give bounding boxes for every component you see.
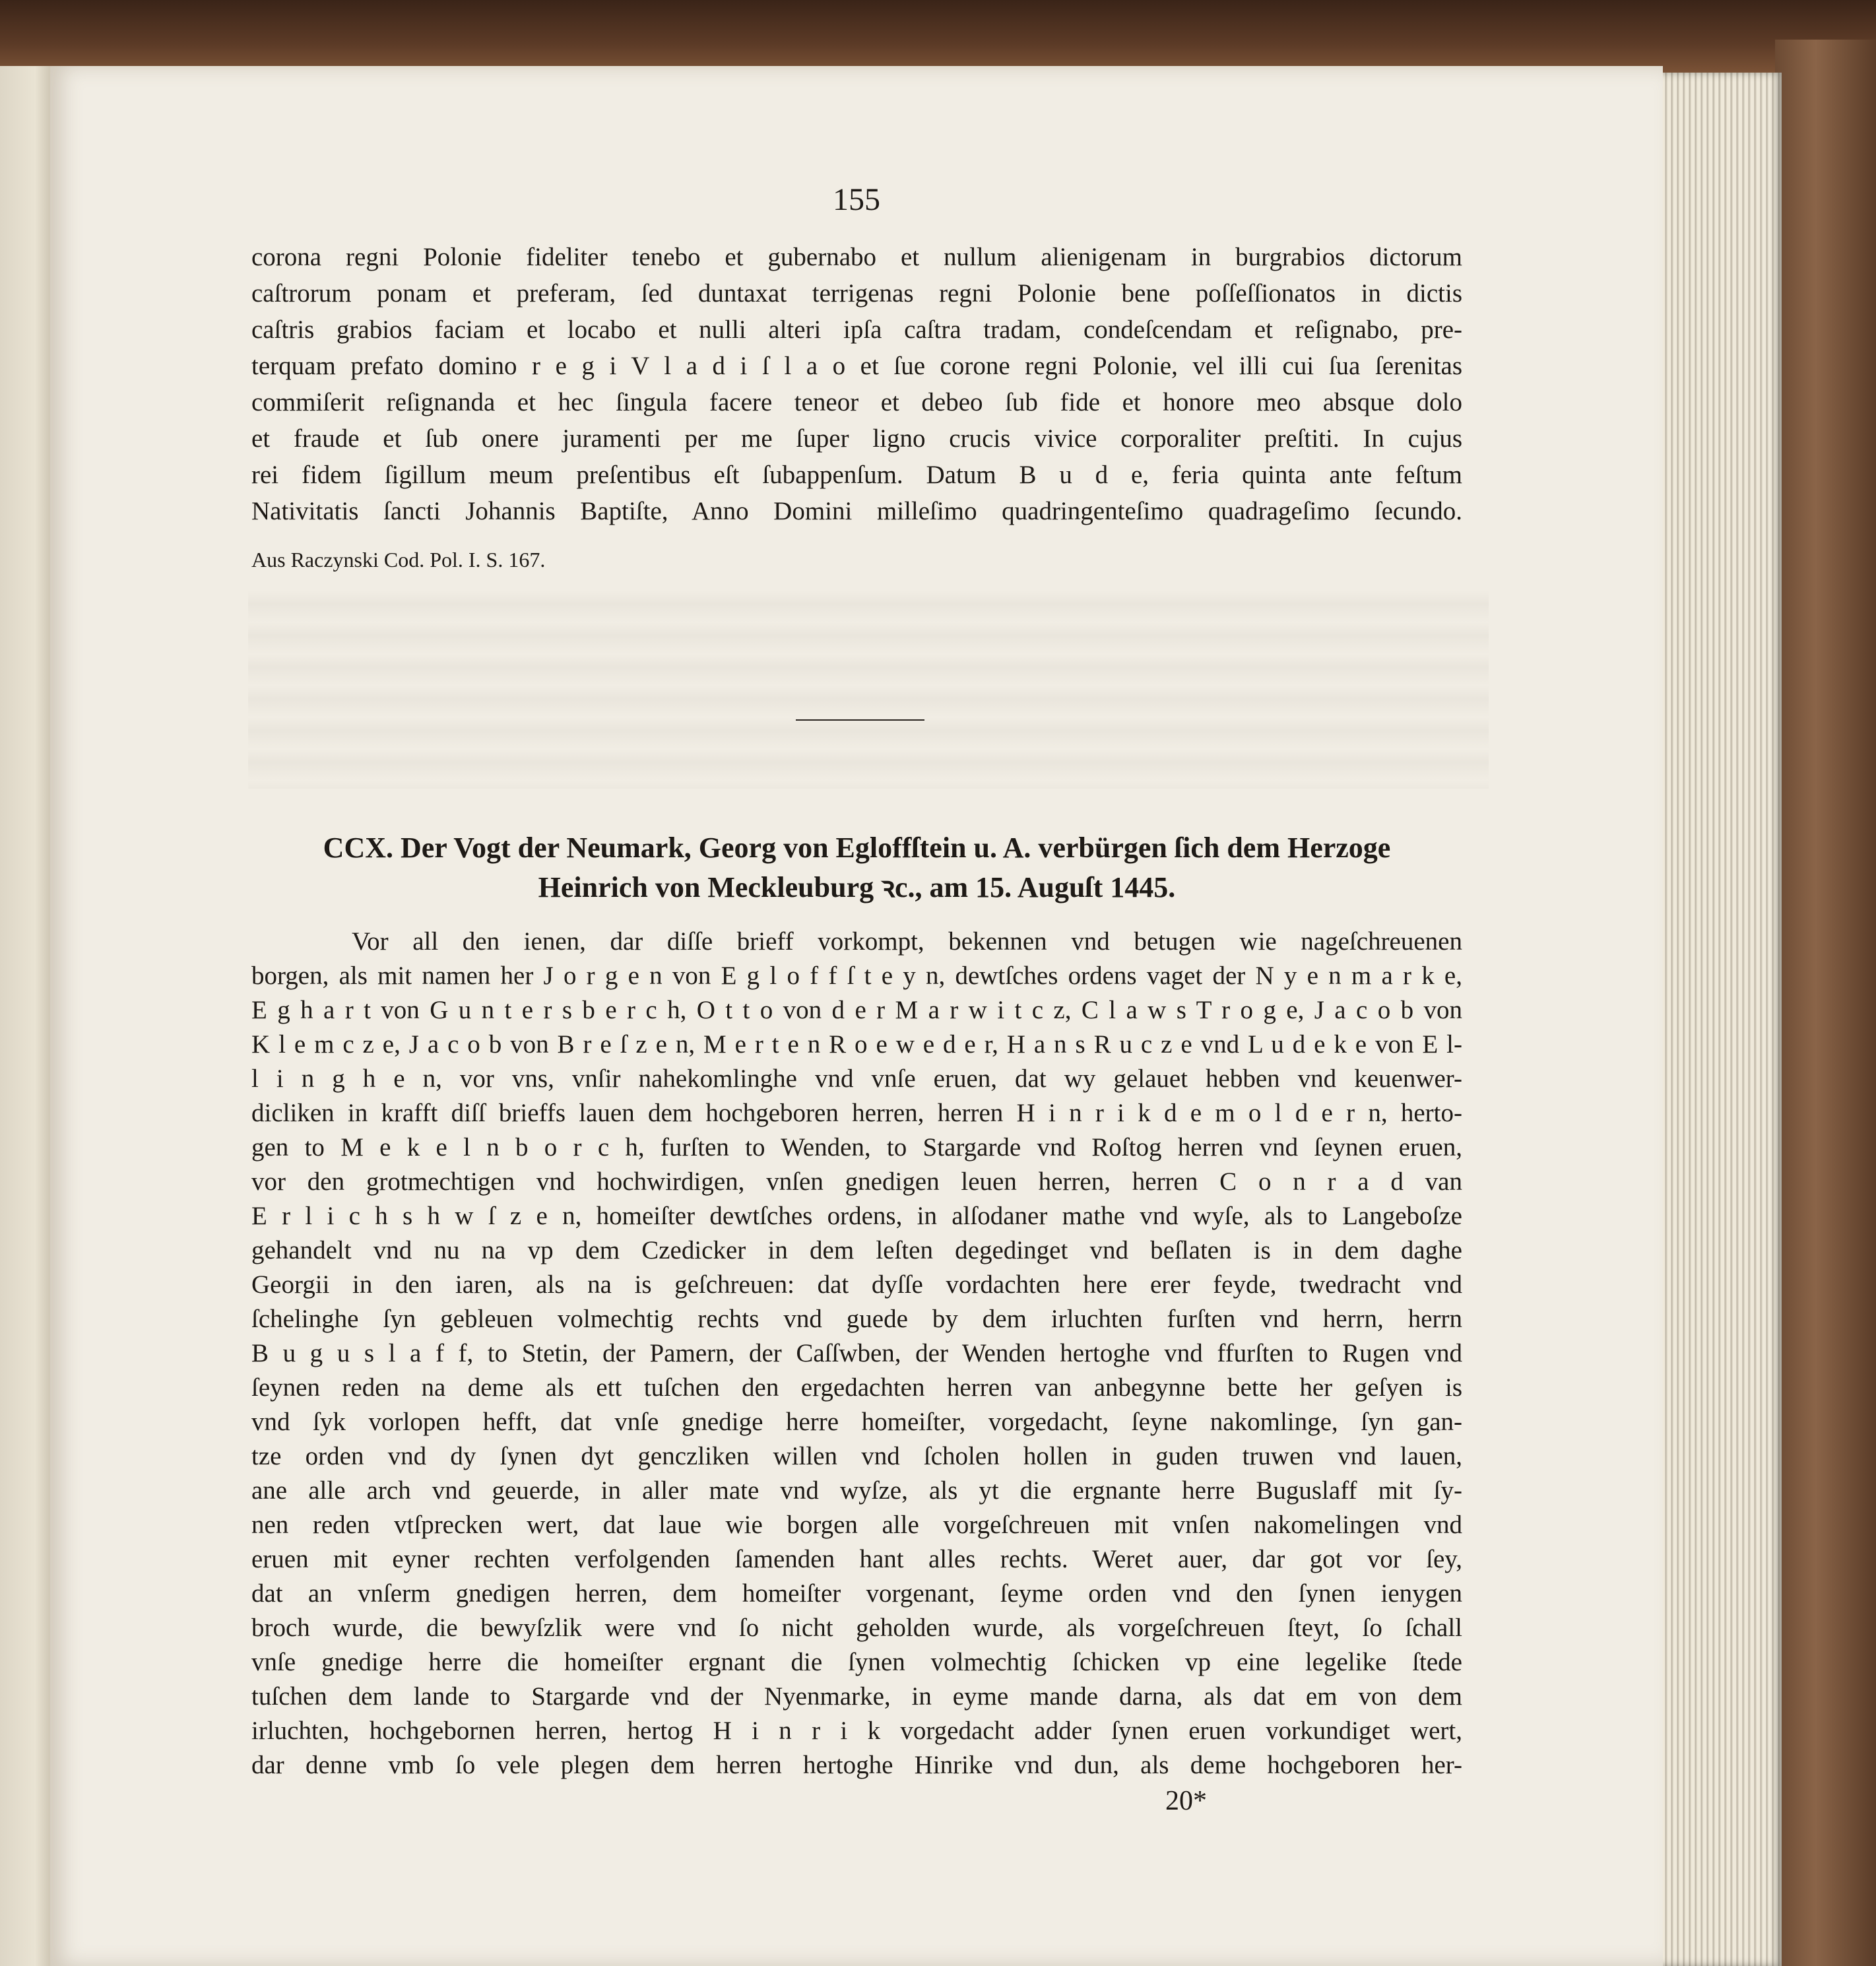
text-line: ſeynen reden na deme als ett tuſchen den ergedachten herren van anbegynne bette her geſyen is: [251, 1373, 1462, 1402]
text-line: ane alle arch vnd geuerde, in aller mate vnd wyſze, als yt die ergnante herre Buguslaff mit ſy-: [251, 1476, 1462, 1505]
text-line: Nativitatis ſancti Johannis Baptiſte, Anno Domini milleſimo quadringenteſimo quadrageſimo ſecundo.: [251, 497, 1462, 525]
book-cover-top: [0, 0, 1876, 73]
text-line: K l e m c z e, J a c o b von B r e ſ z e n, M e r t e n R o e w e d e r, H a n s R u c z e vnd L u d e k e von E l-: [251, 1030, 1462, 1059]
text-line: eruen mit eyner rechten verfolgenden ſamenden hant alles rechts. Weret auer, dar got vor ſey,: [251, 1545, 1462, 1573]
book-cover-right: [1775, 40, 1876, 1966]
text-line: Vor all den ienen, dar diſſe brieff vorkompt, bekennen vnd betugen wie nageſchreuenen: [352, 927, 1462, 956]
text-line: E g h a r t von G u n t e r s b e r c h, O t t o von d e r M a r w i t c z, C l a w s T r o g e, J a c o b von: [251, 996, 1462, 1024]
charter-heading: CCX. Der Vogt der Neumark, Georg von Egloffſtein u. A. verbürgen ſich dem Herzoge: [323, 832, 1391, 864]
text-line: caſtris grabios faciam et locabo et nulli alteri ipſa caſtra tradam, condeſcendam et reſignabo, pre-: [251, 315, 1462, 344]
text-line: irluchten, hochgebornen herren, hertog H i n r i k vorgedacht adder ſynen eruen vorkundiget wert,: [251, 1717, 1462, 1745]
text-line: l i n g h e n, vor vns, vnſir nahekomlinghe vnd vnſe eruen, dat wy gelauet hebben vnd keuenwer-: [251, 1065, 1462, 1093]
section-divider: [796, 719, 924, 721]
text-line: corona regni Polonie fideliter tenebo et gubernabo et nullum alienigenam in burgrabios dictorum: [251, 243, 1462, 271]
text-line: broch wurde, die bewyſzlik were vnd ſo nicht geholden wurde, als vorgeſchreuen ſteyt, ſo ſchall: [251, 1614, 1462, 1642]
text-line: ſchelinghe ſyn gebleuen volmechtig rechts vnd guede by dem irluchten furſten vnd herrn, herrn: [251, 1305, 1462, 1333]
text-line: vor den grotmechtigen vnd hochwirdigen, vnſen gnedigen leuen herren, herren C o n r a d van: [251, 1167, 1462, 1196]
charter-heading-line2: Heinrich von Meckleuburg ꝛc., am 15. Auguſt 1445.: [538, 871, 1176, 903]
text-line: dicliken in krafft diſſ brieffs lauen dem hochgeboren herren, herren H i n r i k d e m o l d e r n, herto-: [251, 1099, 1462, 1127]
text-line: gehandelt vnd nu na vp dem Czedicker in dem leſten degedinget vnd beſlaten is in dem daghe: [251, 1236, 1462, 1264]
book-page: [50, 66, 1663, 1966]
page-number: 155: [833, 182, 880, 217]
text-line: B u g u s l a f f, to Stetin, der Pamern, der Caſſwben, der Wenden hertoghe vnd ffurſten to Rugen vnd: [251, 1339, 1462, 1367]
text-line: dar denne vmb ſo vele plegen dem herren hertoghe Hinrike vnd dun, als deme hochgeboren her-: [251, 1751, 1462, 1779]
text-line: rei fidem ſigillum meum preſentibus eſt ſubappenſum. Datum B u d e, feria quinta ante feſtum: [251, 461, 1462, 489]
text-line: gen to M e k e l n b o r c h, furſten to Wenden, to Stargarde vnd Roſtog herren vnd ſeynen eruen,: [251, 1133, 1462, 1162]
source-citation: Aus Raczynski Cod. Pol. I. S. 167.: [251, 548, 546, 572]
text-line: borgen, als mit namen her J o r g e n von E g l o f f ſ t e y n, dewtſches ordens vaget der N y e n m a r k e,: [251, 962, 1462, 990]
text-line: tuſchen dem lande to Stargarde vnd der Nyenmarke, in eyme mande darna, als dat em von dem: [251, 1682, 1462, 1711]
text-line: nen reden vtſprecken wert, dat laue wie borgen alle vorgeſchreuen mit vnſen nakomelingen vnd: [251, 1511, 1462, 1539]
text-line: Georgii in den iaren, als na is geſchreuen: dat dyſſe vordachten here erer feyde, twedracht vnd: [251, 1270, 1462, 1299]
page-edges: [1650, 73, 1782, 1966]
bleed-through-text: [248, 591, 1489, 789]
text-line: vnſe gnedige herre die homeiſter ergnant die ſynen volmechtig ſchicken vp eine legelike ſtede: [251, 1648, 1462, 1676]
text-line: E r l i c h s h w ſ z e n, homeiſter dewtſches ordens, in alſodaner mathe vnd wyſe, als to Langeboſze: [251, 1202, 1462, 1230]
text-line: et fraude et ſub onere juramenti per me ſuper ligno crucis vivice corporaliter preſtiti. In cujus: [251, 424, 1462, 453]
text-line: commiſerit reſignanda et hec ſingula facere teneor et debeo ſub fide et honore meo absque dolo: [251, 388, 1462, 416]
text-line: terquam prefato domino r e g i V l a d i ſ l a o et ſue corone regni Polonie, vel illi cui ſua ſerenitas: [251, 352, 1462, 380]
text-line: caſtrorum ponam et preferam, ſed duntaxat terrigenas regni Polonie bene poſſeſſionatos in dictis: [251, 279, 1462, 308]
text-line: dat an vnſerm gnedigen herren, dem homeiſter vorgenant, ſeyme orden vnd den ſynen ienygen: [251, 1579, 1462, 1608]
signature-mark: 20*: [1165, 1786, 1207, 1816]
facing-page-edge: [0, 66, 50, 1966]
text-line: vnd ſyk vorlopen hefft, dat vnſe gnedige herre homeiſter, vorgedacht, ſeyne nakomlinge, ſyn gan-: [251, 1408, 1462, 1436]
text-line: tze orden vnd dy ſynen dyt genczliken willen vnd ſcholen hollen in guden truwen vnd lauen,: [251, 1442, 1462, 1470]
